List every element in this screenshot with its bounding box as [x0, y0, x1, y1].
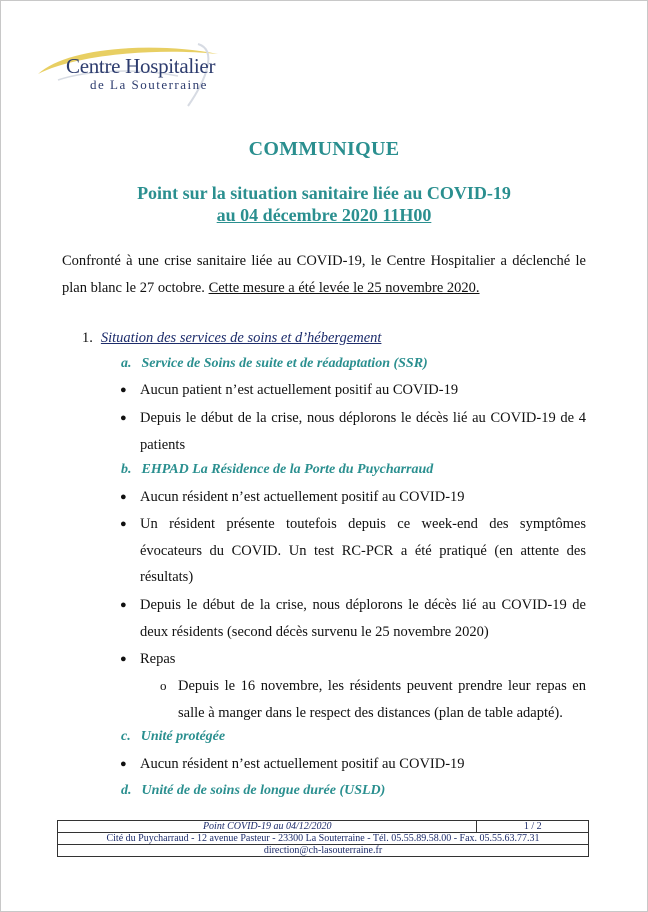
subsection-letter: a.	[121, 356, 132, 371]
list-item	[120, 751, 586, 778]
circle-bullet-icon: o	[160, 678, 167, 693]
hospital-logo	[28, 40, 238, 112]
subsection-letter: d.	[121, 783, 132, 798]
subsection-c-heading	[121, 729, 225, 745]
list-item-text: Depuis le début de la crise, nous déplorons le décès lié au COVID-19 de deux résidents (second décès survenu le 25 novembre 2020)	[140, 597, 586, 640]
sub-list-item-text: Depuis le 16 novembre, les résidents peuvent prendre leur repas en salle à manger dans le respect des distances (plan de table adapté).	[178, 678, 586, 721]
subsection-letter: b.	[121, 462, 132, 477]
subsection-title: EHPAD La Résidence de la Porte du Puycharraud	[141, 462, 434, 477]
list-item	[120, 592, 586, 645]
bullet-icon: ●	[120, 518, 127, 530]
section-number: 1.	[82, 330, 93, 346]
footer-address: Cité du Puycharraud - 12 avenue Pasteur - 23300 La Souterraine - Tél. 05.55.89.58.00 - Fax. 05.55.63.77.31	[58, 833, 589, 845]
subsection-a-heading	[121, 356, 428, 372]
bullet-icon: ●	[120, 491, 127, 503]
intro-underlined-text: Cette mesure a été levée le 25 novembre 2020.	[208, 280, 480, 296]
footer-page-number: 1 / 2	[477, 821, 589, 833]
logo-subtitle: de La Souterraine	[90, 77, 208, 92]
list-item-text: Aucun résident n’est actuellement positif au COVID-19	[140, 756, 465, 772]
section-title: Situation des services de soins et d’hébergement	[100, 330, 382, 346]
list-item	[120, 405, 586, 458]
list-item	[120, 646, 586, 673]
list-item-text: Depuis le début de la crise, nous déplorons le décès lié au COVID-19 de 4 patients	[140, 410, 586, 453]
bullet-icon: ●	[120, 384, 127, 396]
footer-doc-label: Point COVID-19 au 04/12/2020	[58, 821, 477, 833]
subsection-b-heading	[121, 462, 433, 478]
logo-title: Centre Hospitalier	[66, 54, 216, 78]
subsection-title: Service de Soins de suite et de réadaptation (SSR)	[141, 356, 428, 371]
section-1-heading	[82, 330, 381, 347]
footer-email: direction@ch-lasouterraine.fr	[58, 845, 589, 857]
intro-paragraph	[62, 248, 586, 302]
subsection-title: Unité protégée	[140, 729, 226, 744]
list-item	[120, 484, 586, 511]
list-item-text: Un résident présente toutefois depuis ce week-end des symptômes évocateurs du COVID. Un test RC-PCR a été pratiqué (en attente des résultats)	[140, 516, 586, 585]
list-item-text: Aucun résident n’est actuellement positif au COVID-19	[140, 489, 465, 505]
bullet-icon: ●	[120, 412, 127, 424]
page-subtitle-line2: au 04 décembre 2020 11H00	[216, 205, 432, 225]
subsection-d-heading	[121, 783, 385, 799]
sub-list-item	[160, 673, 586, 726]
bullet-icon: ●	[120, 758, 127, 770]
subsection-letter: c.	[121, 729, 131, 744]
list-item-text: Repas	[140, 651, 176, 667]
list-item	[120, 511, 586, 591]
page-title: COMMUNIQUE	[248, 138, 400, 160]
subsection-title: Unité de de soins de longue durée (USLD)	[141, 783, 386, 798]
list-item-text: Aucun patient n’est actuellement positif au COVID-19	[140, 382, 459, 398]
page-footer	[57, 820, 589, 857]
page-subtitle-line1: Point sur la situation sanitaire liée au COVID-19	[137, 183, 511, 203]
bullet-icon: ●	[120, 653, 127, 665]
bullet-icon: ●	[120, 599, 127, 611]
intro-text: Confronté à une crise sanitaire liée au COVID-19, le Centre Hospitalier a déclenché le plan blanc le 27 octobre.	[62, 253, 586, 296]
list-item	[120, 377, 586, 404]
